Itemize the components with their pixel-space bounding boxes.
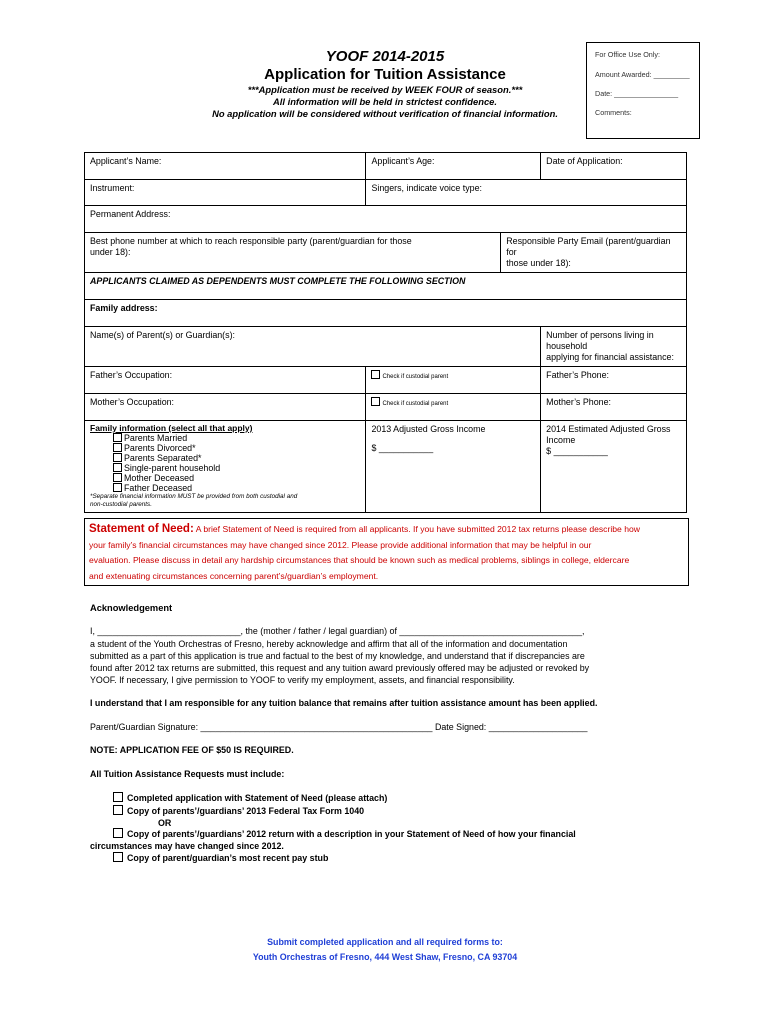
agi-2013-label: 2013 Adjusted Gross Income	[371, 424, 486, 434]
phone-field[interactable]	[85, 233, 501, 273]
mother-occupation-label: Mother’s Occupation:	[90, 397, 175, 407]
voice-type-label: Singers, indicate voice type:	[371, 183, 482, 193]
mother-phone-label: Mother’s Phone:	[546, 397, 611, 407]
father-occupation-field[interactable]	[85, 367, 366, 394]
father-occupation-label: Father’s Occupation:	[90, 370, 173, 380]
family-option-label: Parents Married	[124, 433, 188, 443]
household-persons-label-line2: applying for financial assistance:	[546, 352, 674, 362]
email-label-line2: those under 18):	[506, 258, 571, 268]
instrument-label: Instrument:	[90, 183, 135, 193]
statement-line3: evaluation. Please discuss in detail any hardship circumstances that should be known such as medical problems, siblings in college, eldercare	[89, 555, 630, 565]
fee-note: NOTE: APPLICATION FEE OF $50 IS REQUIRED.	[90, 745, 294, 755]
family-note-line1: *Separate financial information MUST be provided from both custodial and	[90, 493, 298, 500]
statement-heading: Statement of Need:	[89, 523, 194, 535]
father-phone-label: Father’s Phone:	[546, 370, 609, 380]
applicant-name-field[interactable]	[85, 153, 366, 180]
requirement-label-2: Copy of parents’/guardians’ 2013 Federal Tax Form 1040	[127, 806, 365, 816]
deadline-notice: ***Application must be received by WEEK FOUR of season.***	[247, 84, 523, 95]
dependents-section-header	[85, 273, 687, 300]
requirement-item-3-continued: circumstances may have changed since 2012.	[90, 841, 284, 851]
office-date-field[interactable]: Date: ________________	[595, 89, 679, 98]
family-option-married[interactable]	[90, 433, 360, 443]
requirement-label-3: Copy of parents’/guardians’ 2012 return with a description in your Statement of Need of how your financial	[127, 829, 576, 839]
agi-2014-label-line1: 2014 Estimated Adjusted Gross	[546, 424, 671, 434]
applicant-age-field[interactable]	[366, 153, 541, 180]
acknowledgement-line3: submitted as a part of this application is true and factual to the best of my knowledge, and understand that if discrepancies are	[90, 651, 585, 661]
confidentiality-notice: All information will be held in strictest confidence.	[273, 96, 497, 107]
father-phone-field[interactable]	[541, 367, 687, 394]
family-option-label: Single-parent household	[124, 463, 221, 473]
family-option-single-parent[interactable]	[90, 463, 360, 473]
email-label-line1: Responsible Party Email (parent/guardian for	[506, 236, 671, 257]
instrument-field[interactable]	[85, 180, 366, 206]
date-of-application-label: Date of Application:	[546, 156, 623, 166]
father-custodial-checkbox[interactable]	[371, 370, 380, 379]
requirement-label-4: Copy of parent/guardian’s most recent pay stub	[127, 853, 329, 863]
family-option-father-deceased[interactable]	[90, 483, 360, 493]
requirement-checkbox-2[interactable]	[113, 805, 123, 815]
family-option-divorced[interactable]	[90, 443, 360, 453]
family-option-label: Father Deceased	[124, 483, 193, 493]
mother-occupation-field[interactable]	[85, 394, 366, 421]
statement-of-need-box[interactable]	[84, 518, 689, 586]
acknowledgement-heading: Acknowledgement	[90, 603, 173, 613]
household-persons-label-line1: Number of persons living in household	[546, 330, 654, 351]
requirement-item-2[interactable]	[113, 805, 683, 817]
father-custodial-label: Check if custodial parent	[382, 374, 449, 380]
family-info-title: Family information (select all that apply)	[90, 423, 253, 433]
checkbox-married[interactable]	[113, 433, 122, 442]
statement-line4: and extenuating circumstances concerning parent’s/guardian’s employment.	[89, 570, 379, 581]
phone-label-line2: under 18):	[90, 247, 131, 257]
agi-2013-field[interactable]	[366, 421, 541, 513]
agi-2013-blank: $ ___________	[371, 443, 434, 453]
verification-notice: No application will be considered without verification of financial information.	[212, 108, 558, 119]
requests-heading: All Tuition Assistance Requests must include:	[90, 769, 285, 779]
office-use-title: For Office Use Only:	[595, 50, 660, 59]
family-info-list	[90, 433, 360, 493]
form-title: Application for Tuition Assistance	[264, 66, 506, 83]
requirement-item-1[interactable]	[113, 792, 683, 804]
family-option-label: Mother Deceased	[124, 473, 195, 483]
family-address-label: Family address:	[90, 303, 158, 313]
requirement-checkbox-3[interactable]	[113, 828, 123, 838]
family-option-mother-deceased[interactable]	[90, 473, 360, 483]
family-information-cell	[85, 421, 366, 513]
checkbox-divorced[interactable]	[113, 443, 122, 452]
submission-line1: Submit completed application and all required forms to:	[267, 937, 503, 947]
submission-address: Youth Orchestras of Fresno, 444 West Shaw, Fresno, CA 93704	[252, 952, 518, 962]
requirement-checkbox-1[interactable]	[113, 792, 123, 802]
office-comments-field[interactable]: Comments:	[595, 108, 632, 117]
requirement-item-3[interactable]	[113, 828, 683, 840]
checkbox-single-parent[interactable]	[113, 463, 122, 472]
father-custodial-option[interactable]	[366, 367, 541, 394]
mother-phone-field[interactable]	[541, 394, 687, 421]
dependents-header-text: APPLICANTS CLAIMED AS DEPENDENTS MUST COMPLETE THE FOLLOWING SECTION	[90, 276, 466, 286]
statement-line2: your family’s financial circumstances may have changed since 2012. Please provide additional information that may be helpful in our	[89, 539, 592, 550]
agi-2014-field[interactable]	[541, 421, 687, 513]
family-option-label: Parents Divorced*	[124, 443, 196, 453]
mother-custodial-label: Check if custodial parent	[382, 401, 449, 407]
checkbox-father-deceased[interactable]	[113, 483, 122, 492]
mother-custodial-option[interactable]	[366, 394, 541, 421]
form-title-year: YOOF 2014-2015	[325, 48, 445, 65]
requirement-checkbox-4[interactable]	[113, 852, 123, 862]
checkbox-mother-deceased[interactable]	[113, 473, 122, 482]
office-use-box	[586, 42, 700, 139]
amount-awarded-field[interactable]: Amount Awarded: _________	[595, 70, 690, 79]
date-of-application-field[interactable]	[541, 153, 687, 180]
checkbox-separated[interactable]	[113, 453, 122, 462]
requirement-item-4[interactable]	[113, 852, 683, 864]
acknowledgement-line5: YOOF. If necessary, I give permission to YOOF to verify my employment, assets, and financial responsibility.	[90, 675, 515, 685]
family-option-label: Parents Separated*	[124, 453, 202, 463]
family-address-field[interactable]	[85, 300, 687, 327]
mother-custodial-checkbox[interactable]	[371, 397, 380, 406]
phone-label-line1: Best phone number at which to reach responsible party (parent/guardian for those	[90, 236, 412, 246]
voice-type-field[interactable]	[366, 180, 687, 206]
agi-2014-label-line2: Income	[546, 435, 576, 445]
family-note	[90, 493, 360, 509]
submission-instructions	[200, 935, 570, 965]
application-form-table	[84, 152, 687, 513]
statement-line1: A brief Statement of Need is required from all applicants. If you have submitted 2012 tax returns please describe how	[193, 524, 640, 534]
family-option-separated[interactable]	[90, 453, 360, 463]
requirement-label-1: Completed application with Statement of Need (please attach)	[127, 793, 388, 803]
applicant-name-label: Applicant’s Name:	[90, 156, 162, 166]
acknowledgement-line4: found after 2012 tax returns are submitted, this request and any tuition award previously offered may be adjusted or revoked by	[90, 663, 590, 673]
applicant-age-label: Applicant’s Age:	[371, 156, 435, 166]
family-note-line2: non-custodial parents.	[90, 501, 152, 508]
agi-2014-blank: $ ___________	[546, 446, 608, 456]
household-persons-field[interactable]	[541, 327, 687, 367]
acknowledgement-line1[interactable]: I, _____________________________, the (mother / father / legal guardian) of _____________________________________,	[90, 626, 585, 636]
permanent-address-label: Permanent Address:	[90, 209, 171, 219]
parents-names-field[interactable]	[85, 327, 541, 367]
acknowledgement-line2: a student of the Youth Orchestras of Fresno, hereby acknowledge and affirm that all of the information and documentation	[90, 639, 568, 649]
requirement-or: OR	[158, 818, 172, 828]
parents-names-label: Name(s) of Parent(s) or Guardian(s):	[90, 330, 235, 340]
responsibility-statement: I understand that I am responsible for any tuition balance that remains after tuition assistance amount has been applied.	[90, 698, 598, 708]
signature-line[interactable]: Parent/Guardian Signature: _______________________________________________ Date Signed: ____________________	[90, 722, 588, 732]
email-field[interactable]	[501, 233, 687, 273]
permanent-address-field[interactable]	[85, 206, 687, 233]
